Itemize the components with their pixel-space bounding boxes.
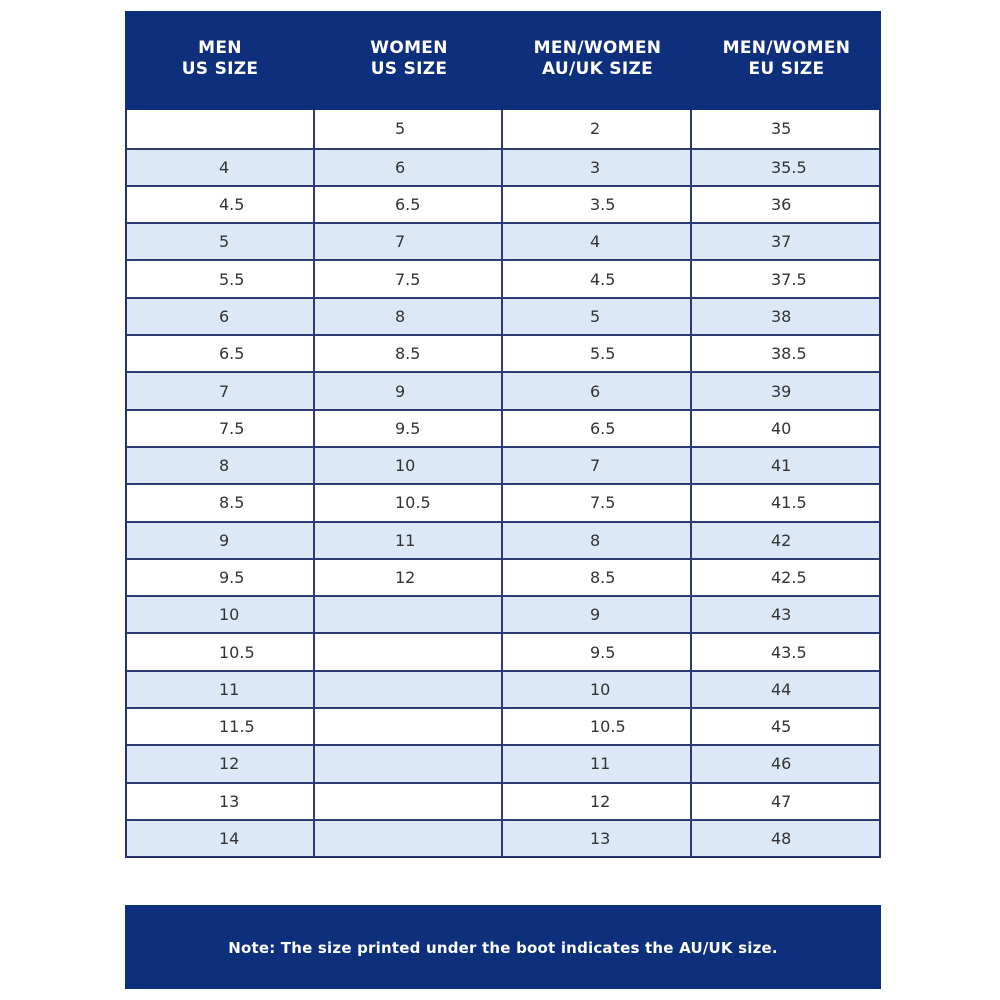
table-row [127,110,879,148]
header-line1: MEN/WOMEN [533,38,662,58]
cell-men-us: 10 [127,597,315,632]
header-line1: WOMEN [370,38,448,58]
cell-eu: 48 [771,829,792,849]
cell-eu: 47 [771,791,792,811]
cell-au-uk: 11 [503,746,692,781]
cell-men-us: 9.5 [127,560,315,595]
cell-women-us [315,597,503,632]
cell-eu: 37.5 [771,269,807,289]
cell-women-us: 12 [315,560,503,595]
table-row [127,782,879,819]
cell-men-us: 10.5 [127,634,315,669]
cell-eu: 37 [771,232,792,252]
cell-au-uk: 7 [503,448,692,483]
table-row [127,371,879,408]
cell-eu: 42 [771,530,792,550]
header-eu-size [692,11,881,110]
cell-eu: 40 [771,418,792,438]
cell-au-uk: 13 [503,821,692,856]
table-row [127,259,879,296]
table-row [127,222,879,259]
cell-au-uk: 8 [503,523,692,558]
cell-women-us [315,709,503,744]
cell-au-uk: 7.5 [503,485,692,520]
table-row [127,819,879,856]
table-row [127,483,879,520]
cell-women-us: 9 [315,373,503,408]
cell-men-us [127,110,315,148]
table-row [127,409,879,446]
cell-men-us: 11.5 [127,709,315,744]
cell-men-us: 8 [127,448,315,483]
table-row [127,558,879,595]
header-women-us-size [315,11,503,110]
cell-au-uk: 9 [503,597,692,632]
cell-men-us: 14 [127,821,315,856]
cell-women-us: 7 [315,224,503,259]
table-row [127,707,879,744]
cell-eu: 44 [771,679,792,699]
cell-au-uk: 6.5 [503,411,692,446]
cell-women-us: 9.5 [315,411,503,446]
cell-eu: 45 [771,717,792,737]
note-bar [125,905,881,989]
cell-eu: 35.5 [771,157,807,177]
cell-women-us: 7.5 [315,261,503,296]
cell-eu: 36 [771,195,792,215]
cell-men-us: 6.5 [127,336,315,371]
header-men-us-size [125,11,315,110]
cell-women-us [315,672,503,707]
cell-men-us: 13 [127,784,315,819]
cell-women-us [315,821,503,856]
cell-eu: 43 [771,605,792,625]
cell-women-us [315,746,503,781]
cell-men-us: 6 [127,299,315,334]
table-row [127,185,879,222]
cell-au-uk: 2 [503,110,692,148]
cell-au-uk: 4 [503,224,692,259]
cell-women-us: 8 [315,299,503,334]
table-row [127,595,879,632]
cell-men-us: 5.5 [127,261,315,296]
cell-eu: 35 [771,119,792,139]
header-line1: MEN [198,38,242,58]
table-row [127,632,879,669]
cell-eu: 46 [771,754,792,774]
cell-eu: 42.5 [771,568,807,587]
cell-au-uk: 6 [503,373,692,408]
cell-men-us: 9 [127,523,315,558]
cell-au-uk: 3 [503,150,692,185]
cell-au-uk: 8.5 [503,560,692,595]
header-au-uk-size [503,11,692,110]
cell-au-uk: 10 [503,672,692,707]
cell-eu: 38.5 [771,344,807,364]
cell-eu: 41.5 [771,493,807,513]
size-chart-header [125,11,881,110]
table-row [127,446,879,483]
table-row [127,670,879,707]
cell-au-uk: 4.5 [503,261,692,296]
cell-men-us: 5 [127,224,315,259]
cell-eu: 43.5 [771,642,807,662]
header-line2: US SIZE [181,59,259,79]
header-line2: AU/UK SIZE [541,59,654,79]
cell-men-us: 7.5 [127,411,315,446]
cell-women-us: 5 [315,110,503,148]
cell-au-uk: 3.5 [503,187,692,222]
cell-women-us: 6 [315,150,503,185]
note-text: Note: The size printed under the boot indicates the AU/UK size. [228,939,778,957]
table-row [127,297,879,334]
table-row [127,521,879,558]
cell-women-us: 11 [315,523,503,558]
cell-eu: 41 [771,456,792,476]
header-line2: EU SIZE [748,59,825,79]
cell-women-us: 10.5 [315,485,503,520]
table-row [127,334,879,371]
cell-men-us: 12 [127,746,315,781]
cell-women-us [315,634,503,669]
cell-eu: 38 [771,306,792,326]
size-chart [125,11,881,858]
size-table-body [125,110,881,858]
table-row [127,148,879,185]
cell-women-us: 6.5 [315,187,503,222]
cell-men-us: 4 [127,150,315,185]
cell-au-uk: 5 [503,299,692,334]
header-line1: MEN/WOMEN [722,38,851,58]
cell-men-us: 4.5 [127,187,315,222]
table-row [127,744,879,781]
cell-au-uk: 10.5 [503,709,692,744]
cell-au-uk: 12 [503,784,692,819]
cell-men-us: 7 [127,373,315,408]
cell-women-us: 10 [315,448,503,483]
cell-men-us: 8.5 [127,485,315,520]
cell-au-uk: 9.5 [503,634,692,669]
cell-eu: 39 [771,381,792,401]
cell-au-uk: 5.5 [503,336,692,371]
cell-women-us [315,784,503,819]
cell-men-us: 11 [127,672,315,707]
header-line2: US SIZE [370,59,448,79]
cell-women-us: 8.5 [315,336,503,371]
